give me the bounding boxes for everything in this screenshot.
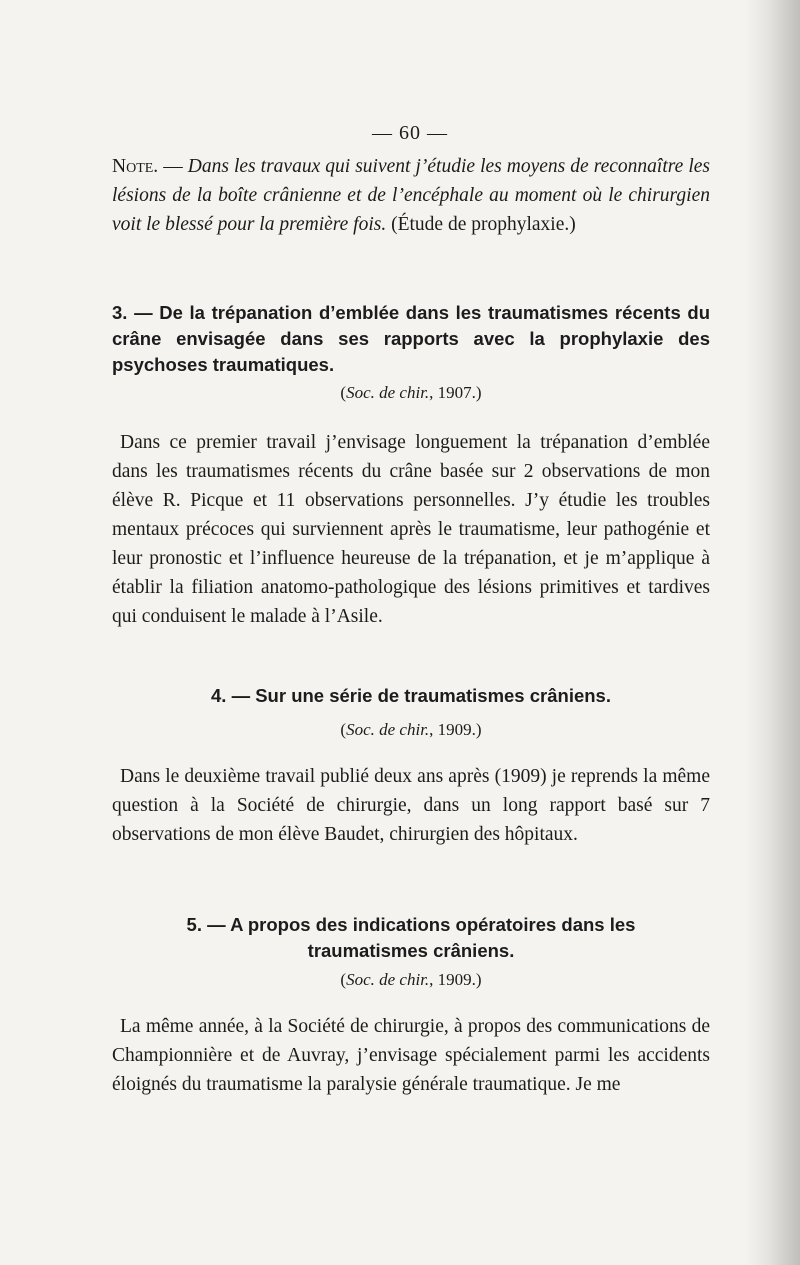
section-3-ref-journal: Soc. de chir.: [346, 383, 430, 402]
note-lead: Note.: [112, 156, 159, 177]
section-4-ref-open: (: [340, 720, 347, 739]
page-number: — 60 —: [372, 122, 448, 144]
section-5-title: [112, 912, 710, 964]
section-5-ref-year: , 1909.): [429, 970, 482, 989]
section-3-reference: [112, 383, 710, 403]
section-5-body: La même année, à la Société de chirurgie, à propos des communications de Championnière et de Auvray, j’envisage spécialement parmi les accidents éloignés du traumatisme la paralysie générale traumatique. Je me: [112, 1016, 710, 1095]
section-4-reference: [112, 720, 710, 740]
section-3-ref-year: , 1907.): [429, 383, 482, 402]
section-5-ref-open: (: [340, 970, 347, 989]
section-5-ref-journal: Soc. de chir.: [346, 970, 430, 989]
note-dash: —: [158, 156, 188, 177]
section-5-title-line-2: traumatismes crâniens.: [307, 940, 515, 961]
note-tail: (Étude de prophylaxie.): [386, 214, 576, 235]
section-5-reference: [112, 970, 710, 990]
section-4-ref-year: , 1909.): [429, 720, 482, 739]
section-3-body: Dans ce premier travail j’envisage longuement la trépanation d’emblée dans les traumatismes récents du crâne basée sur 2 observations de mon élève R. Picque et 11 observations personnelles. J’y étudie les troubles mentaux précoces qui surviennent après le traumatisme, leur pathogénie et leur pronostic et l’influence heureuse de la trépanation, et je m’applique à établir la filiation anatomo-pathologique des lésions primitives et tardives qui conduisent le malade à l’Asile.: [112, 432, 710, 627]
section-4-body: Dans le deuxième travail publié deux ans après (1909) je reprends la même question à la Société de chirurgie, dans un long rapport basé sur 7 observations de mon élève Baudet, chirurgien des hôpitaux.: [112, 766, 710, 845]
note-paragraph: [112, 152, 710, 239]
page-spine-shadow: [745, 0, 800, 1265]
note-italic-text: Dans les travaux qui suivent j’étudie les moyens de reconnaître les lésions de la boîte crânienne et de l’encéphale au moment où le chirurgien voit le blessé pour la première fois.: [112, 156, 710, 235]
section-3-title: 3. — De la trépanation d’emblée dans les traumatismes récents du crâne envisagée dans ses rapports avec la prophylaxie des psychoses traumatiques.: [112, 302, 710, 375]
section-3-ref-open: (: [340, 383, 347, 402]
section-5-title-line-1: 5. — A propos des indications opératoires dans les: [186, 914, 636, 935]
section-4-title: 4. — Sur une série de traumatismes crâniens.: [211, 685, 611, 706]
section-4-ref-journal: Soc. de chir.: [346, 720, 430, 739]
